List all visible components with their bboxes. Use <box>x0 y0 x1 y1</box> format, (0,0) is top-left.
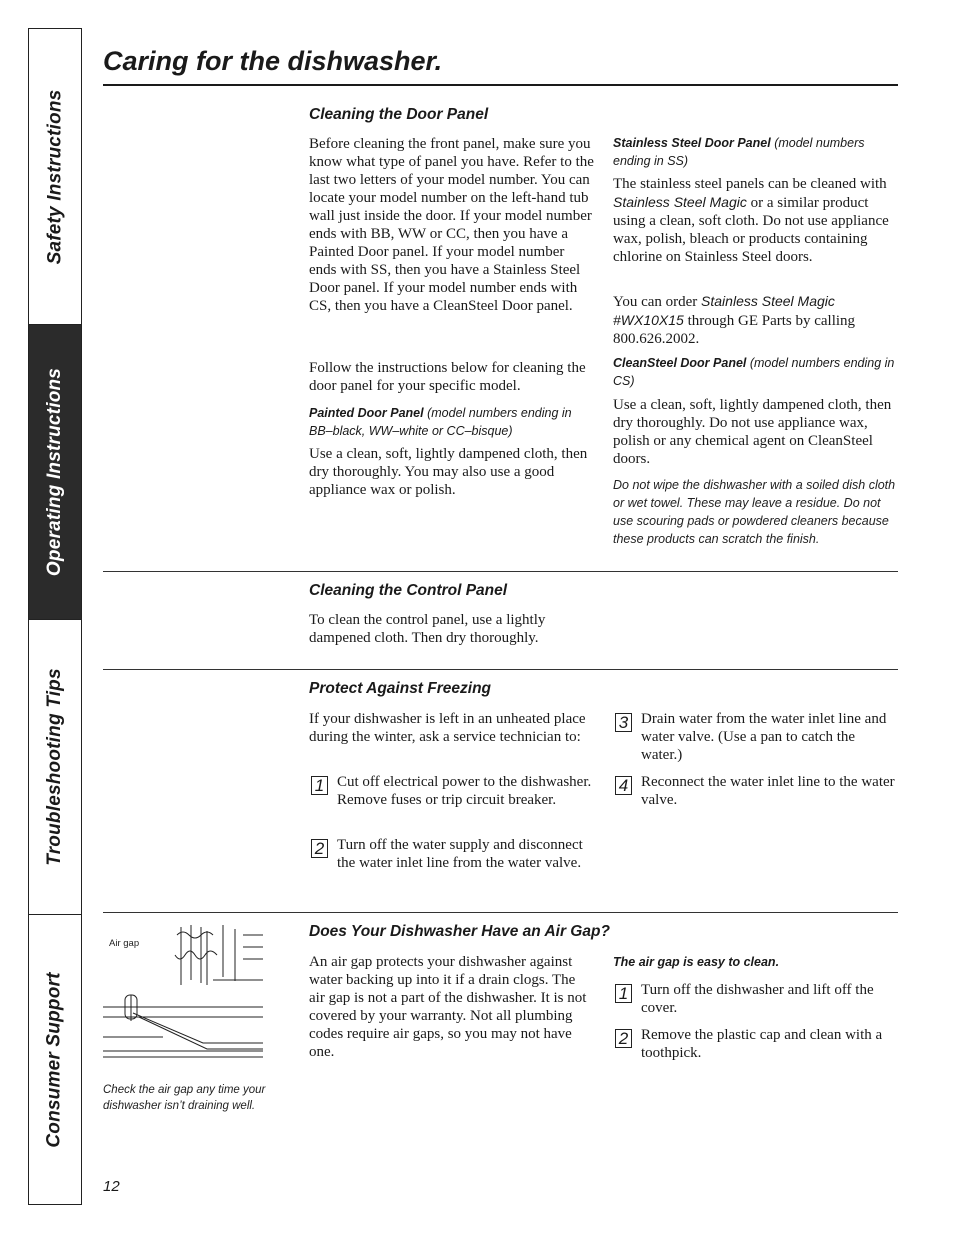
door-panel-follow: Follow the instructions below for cleaning the door panel for your specific model. <box>309 360 586 394</box>
door-panel-intro: Before cleaning the front panel, make sure you know what type of panel you have. Refer to the last two letters of your model number. You can locate your model number on the left-hand tub wall just inside the door. If your model number ends with BB, WW or CC, then you have a Painted Door panel. If your model number ends with SS, then you have a Stainless Steel Door panel. If your model number ends with CS, then you have a CleanSteel Door panel. <box>309 136 594 314</box>
step-text: Reconnect the water inlet line to the water valve. <box>641 774 895 808</box>
air-gap-text: An air gap protects your dishwasher against water backing up into it if a drain clogs. The air gap is not a part of the dishwasher. It is not covered by your warranty. Not all plumbing codes require air gaps, so you may not have one. <box>309 954 587 1060</box>
list-item <box>615 1026 898 1062</box>
stainless-panel-text: The stainless steel panels can be cleaned with Stainless Steel Magic or a similar product using a clean, soft cloth. Do not use appliance wax, polish, bleach or products containing chlorine on Stainless Steel doors. <box>613 176 889 265</box>
painted-panel-text: Use a clean, soft, lightly dampened cloth, then dry thoroughly. You may also use a good appliance wax or polish. <box>309 446 588 498</box>
list-item <box>615 710 898 764</box>
step-text: Remove the plastic cap and clean with a toothpick. <box>641 1027 883 1061</box>
list-item <box>615 773 898 809</box>
step-number: 3 <box>615 713 632 732</box>
air-gap-easy: The air gap is easy to clean. <box>613 955 780 969</box>
list-item <box>311 836 596 872</box>
tab-operating-instructions[interactable]: Operating Instructions <box>29 324 81 619</box>
title-divider <box>103 84 898 86</box>
painted-panel-subheading: Painted Door Panel (model numbers ending in BB–black, WW–white or CC–bisque) <box>309 406 572 438</box>
stainless-panel-subheading: Stainless Steel Door Panel (model numbers ending in SS) <box>613 136 865 168</box>
control-panel-text: To clean the control panel, use a lightly dampened cloth. Then dry thoroughly. <box>309 612 546 646</box>
section-divider <box>103 669 898 670</box>
step-number: 2 <box>615 1029 632 1048</box>
tab-safety-instructions[interactable]: Safety Instructions <box>44 89 65 264</box>
door-panel-warning: Do not wipe the dishwasher with a soiled dish cloth or wet towel. These may leave a residue. Do not use scouring pads or powdered cleaners because these products can scratch the finish. <box>613 478 896 546</box>
page-number: 12 <box>103 1178 120 1195</box>
air-gap-label: Air gap <box>109 938 140 949</box>
door-panel-heading: Cleaning the Door Panel <box>309 106 489 123</box>
air-gap-caption: Check the air gap any time your dishwasher isn’t draining well. <box>103 1084 266 1112</box>
step-number: 4 <box>615 776 632 795</box>
air-gap-heading: Does Your Dishwasher Have an Air Gap? <box>309 923 610 940</box>
side-tab-strip <box>28 28 82 1205</box>
control-panel-heading: Cleaning the Control Panel <box>309 582 508 599</box>
order-text: You can order Stainless Steel Magic #WX10X15 through GE Parts by calling 800.626.2002. <box>613 293 856 347</box>
step-text: Drain water from the water inlet line and water valve. (Use a pan to catch the water.) <box>641 711 887 763</box>
step-number: 1 <box>311 776 328 795</box>
tab-consumer-support[interactable]: Consumer Support <box>29 914 81 1204</box>
tab-troubleshooting-tips[interactable]: Troubleshooting Tips <box>29 619 81 914</box>
step-text: Turn off the dishwasher and lift off the cover. <box>641 982 874 1016</box>
list-item <box>311 773 596 809</box>
list-item <box>615 981 898 1017</box>
cleansteel-panel-subheading: CleanSteel Door Panel (model numbers ending in CS) <box>613 356 895 388</box>
section-divider <box>103 571 898 572</box>
freezing-heading: Protect Against Freezing <box>309 680 492 697</box>
step-text: Turn off the water supply and disconnect the water inlet line from the water valve. <box>337 837 583 871</box>
cleansteel-panel-text: Use a clean, soft, lightly dampened cloth, then dry thoroughly. Do not use appliance wax, polish or any chemical agent on CleanSteel doors. <box>613 397 892 467</box>
freezing-intro: If your dishwasher is left in an unheated place during the winter, ask a service technician to: <box>309 711 586 745</box>
step-number: 1 <box>615 984 632 1003</box>
section-divider <box>103 912 898 913</box>
page-title: Caring for the dishwasher. <box>103 46 443 76</box>
step-number: 2 <box>311 839 328 858</box>
step-text: Cut off electrical power to the dishwasher. Remove fuses or trip circuit breaker. <box>337 774 592 808</box>
